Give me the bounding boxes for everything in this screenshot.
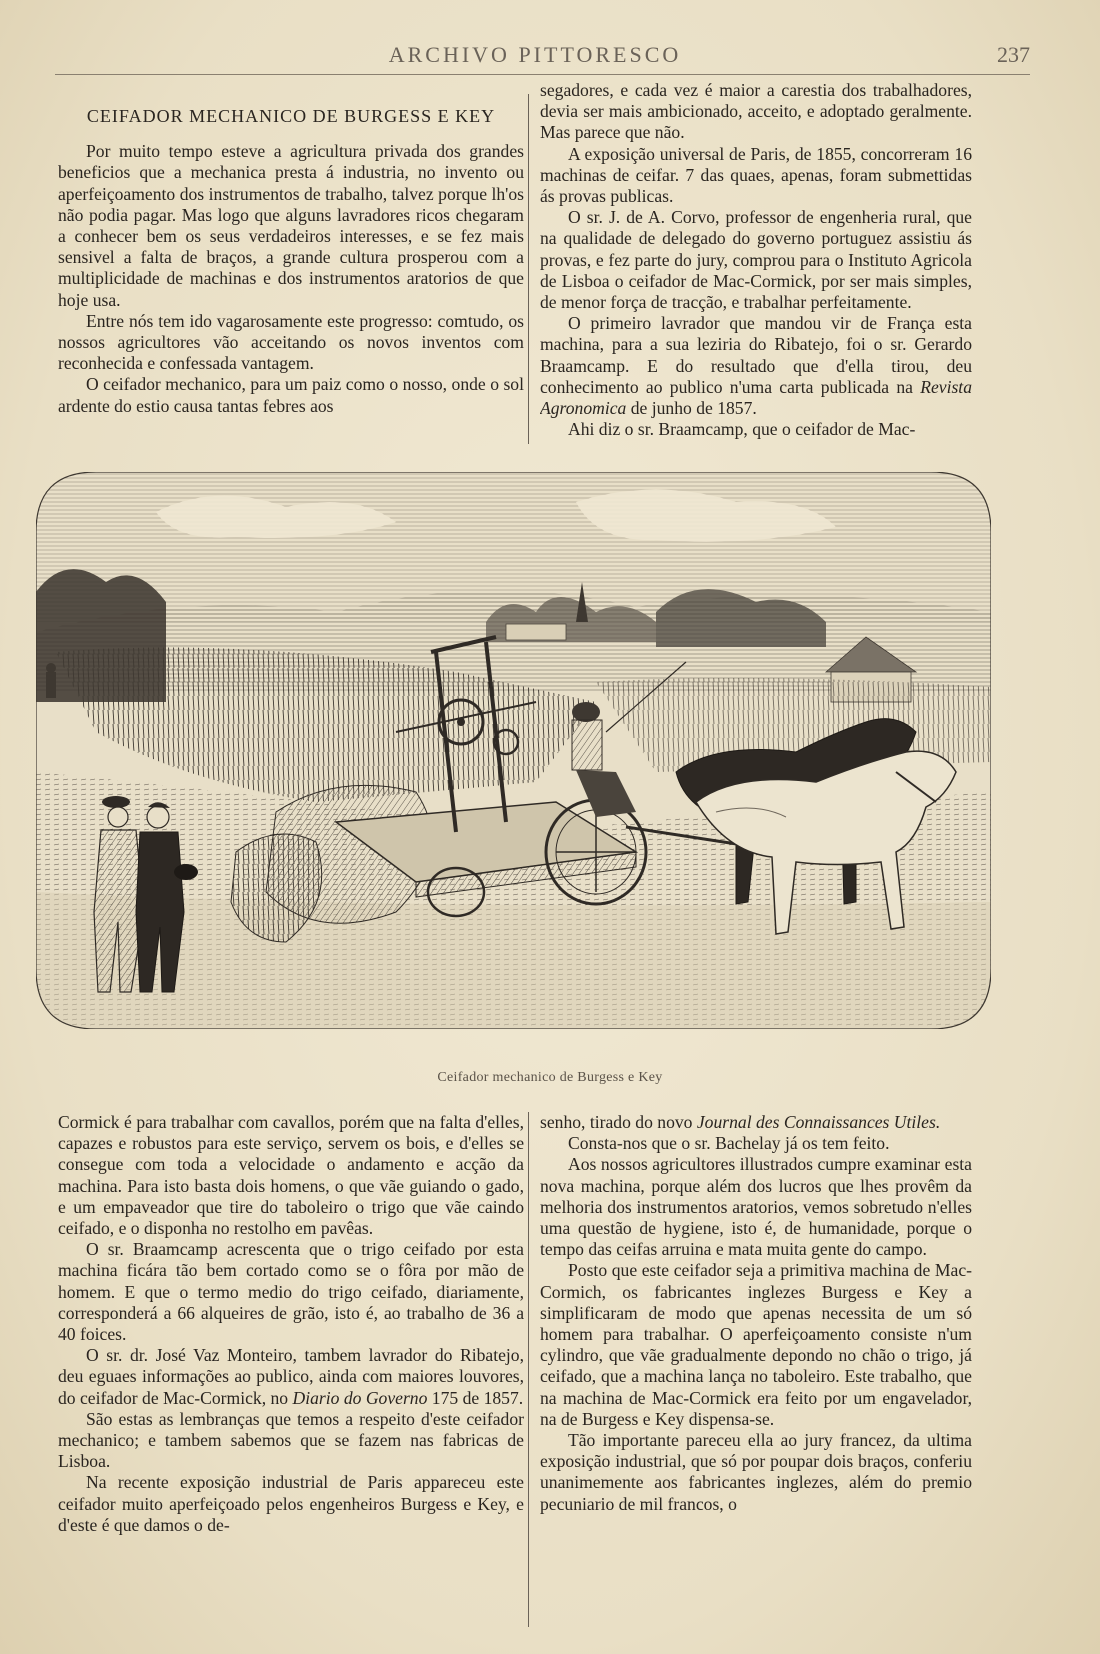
paragraph: Entre nós tem ido vagarosamente este progresso: comtudo, os nossos agricultores vão acceitando os novos inventos com reconhecida e confessada vantagem. — [58, 310, 524, 374]
paragraph: O sr. Braamcamp acrescenta que o trigo ceifado por esta machina ficára tão bem cortado como se o fôra por mão de homem. E que o termo medio do trigo ceifado, diariamente, corresponderá a 66 alqueires de grão, isto é, ao trabalho de 36 a 40 foices. — [58, 1239, 524, 1345]
column-divider — [528, 94, 529, 444]
page-number: 237 — [997, 42, 1030, 67]
publication-title: Diario do Governo — [292, 1387, 428, 1408]
column-2 — [540, 80, 972, 442]
paragraph: Na recente exposição industrial de Paris appareceu este ceifador muito aperfeiçoado pelos engenheiros Burgess e Key, e d'este é que damos o de- — [58, 1472, 524, 1535]
paragraph — [58, 1345, 524, 1409]
paragraph: Tão importante pareceu ella ao jury francez, da ultima exposição industrial, que só por poupar dois braços, conferiu unanimemente aos fabricantes inglezes, além do premio pecuniario de mil francos, o — [540, 1430, 972, 1514]
publication-title: Revista Agronomica — [540, 376, 972, 419]
article-title: CEIFADOR MECHANICO DE BURGESS E KEY — [86, 106, 496, 126]
paragraph: Consta-nos que o sr. Bachelay já os tem feito. — [568, 1133, 890, 1154]
text-run: O primeiro lavrador que mandou vir de França esta machina, para a sua leziria do Ribatejo, foi o sr. Gerardo Braamcamp. E do resultado que d'ella tirou, deu conhecimento ao publico n'uma carta publicada na — [540, 313, 972, 397]
running-title: ARCHIVO PITTORESCO — [388, 42, 682, 67]
paragraph-continued: segadores, e cada vez é maior a carestia dos trabalhadores, devia ser mais ambicionado, acceito, e adoptado geralmente. Mas parece que não. — [540, 80, 972, 143]
figure-caption: Ceifador mechanico de Burgess e Key — [437, 1070, 663, 1085]
column-divider — [528, 1112, 529, 1627]
text-run: O sr. dr. José Vaz Monteiro, tambem lavrador do Ribatejo, deu eguaes informações ao publico, ainda com maiores louvores, do ceifador de Mac-Cormick, no — [58, 1345, 524, 1408]
engraving-illustration — [36, 472, 991, 1029]
paragraph: São estas as lembranças que temos a respeito d'este ceifador mechanico; e tambem sabemos que se fazem nas fabricas de Lisboa. — [58, 1408, 524, 1472]
column-3 — [58, 1112, 524, 1632]
text-run: senho, tirado do novo — [540, 1112, 697, 1132]
text-run: 175 de 1857. — [427, 1387, 524, 1408]
paragraph: O sr. J. de A. Corvo, professor de engenheria rural, que na qualidade de delegado do governo portuguez assistiu ás provas, e fez parte do jury, comprou para o Instituto Agricola de Lisboa o ceifador de Mac-Cormick, por ser mais simples, de menor força de tracção, e trabalhar perfeitamente. — [540, 207, 972, 313]
paragraph-continued — [540, 1112, 972, 1133]
paragraph — [540, 313, 972, 419]
header-rule — [55, 74, 1030, 75]
page-header — [40, 42, 1030, 72]
paragraph-continued: Cormick é para trabalhar com cavallos, porém que na falta d'elles, capazes e robustos para este serviço, servem os bois, e d'elles se consegue com toda a velocidade o andamento e acção da machina. Para isto basta dois homens, o que vãe guiando o gado, e um empaveador que tire do taboleiro o trigo que vãe caindo ceifado, e o disponha no restolho em pavêas. — [58, 1112, 524, 1239]
publication-title: Journal des Connaissances Utiles. — [696, 1112, 941, 1132]
paragraph: Aos nossos agricultores illustrados cumpre examinar esta nova machina, porque além dos lucros que lhes provêm da melhoria dos instrumentos aratorios, vemos sobretudo n'elles uma questão de hygiene, isto é, de humanidade, porque o tempo das ceifas arruina e mata muita gente do campo. — [540, 1154, 972, 1260]
paragraph: Por muito tempo esteve a agricultura privada dos grandes beneficios que a mechanica presta á industria, no invento ou aperfeiçoamento dos instrumentos de trabalho, talvez porque lh'os não podia pagar. Mas logo que alguns lavradores ricos chegaram a conhecer bem os seus verdadeiros interesses, e se fez mais sensivel a falta de braços, a grande cultura prosperou com a multiplicidade de machinas e dos instrumentos aratorios de que hoje usa. — [58, 141, 524, 310]
reaper-engraving — [36, 472, 991, 1029]
column-1 — [58, 88, 524, 443]
paragraph: Posto que este ceifador seja a primitiva machina de Mac-Cormich, os fabricantes inglezes Burgess e Key a simplificaram de modo que apenas necessita de um só homem para trabalhar. O aperfeiçoamento consiste n'um cylindro, que vãe gradualmente depondo no chão o trigo, já ceifado, que a machina lança no taboleiro. Este trabalho, que na machina de Mac-Cormick era feito por um engavelador, na de Burgess e Key dispensa-se. — [540, 1260, 972, 1429]
text-run: de junho de 1857. — [626, 398, 757, 419]
paragraph: Ahi diz o sr. Braamcamp, que o ceifador de Mac- — [568, 419, 916, 440]
paragraph: A exposição universal de Paris, de 1855, concorreram 16 machinas de ceifar. 7 das quaes, apenas, foram submettidas ás provas publicas. — [540, 143, 972, 207]
column-4 — [540, 1112, 972, 1632]
paragraph: O ceifador mechanico, para um paiz como o nosso, onde o sol ardente do estio causa tantas febres aos — [58, 374, 524, 416]
